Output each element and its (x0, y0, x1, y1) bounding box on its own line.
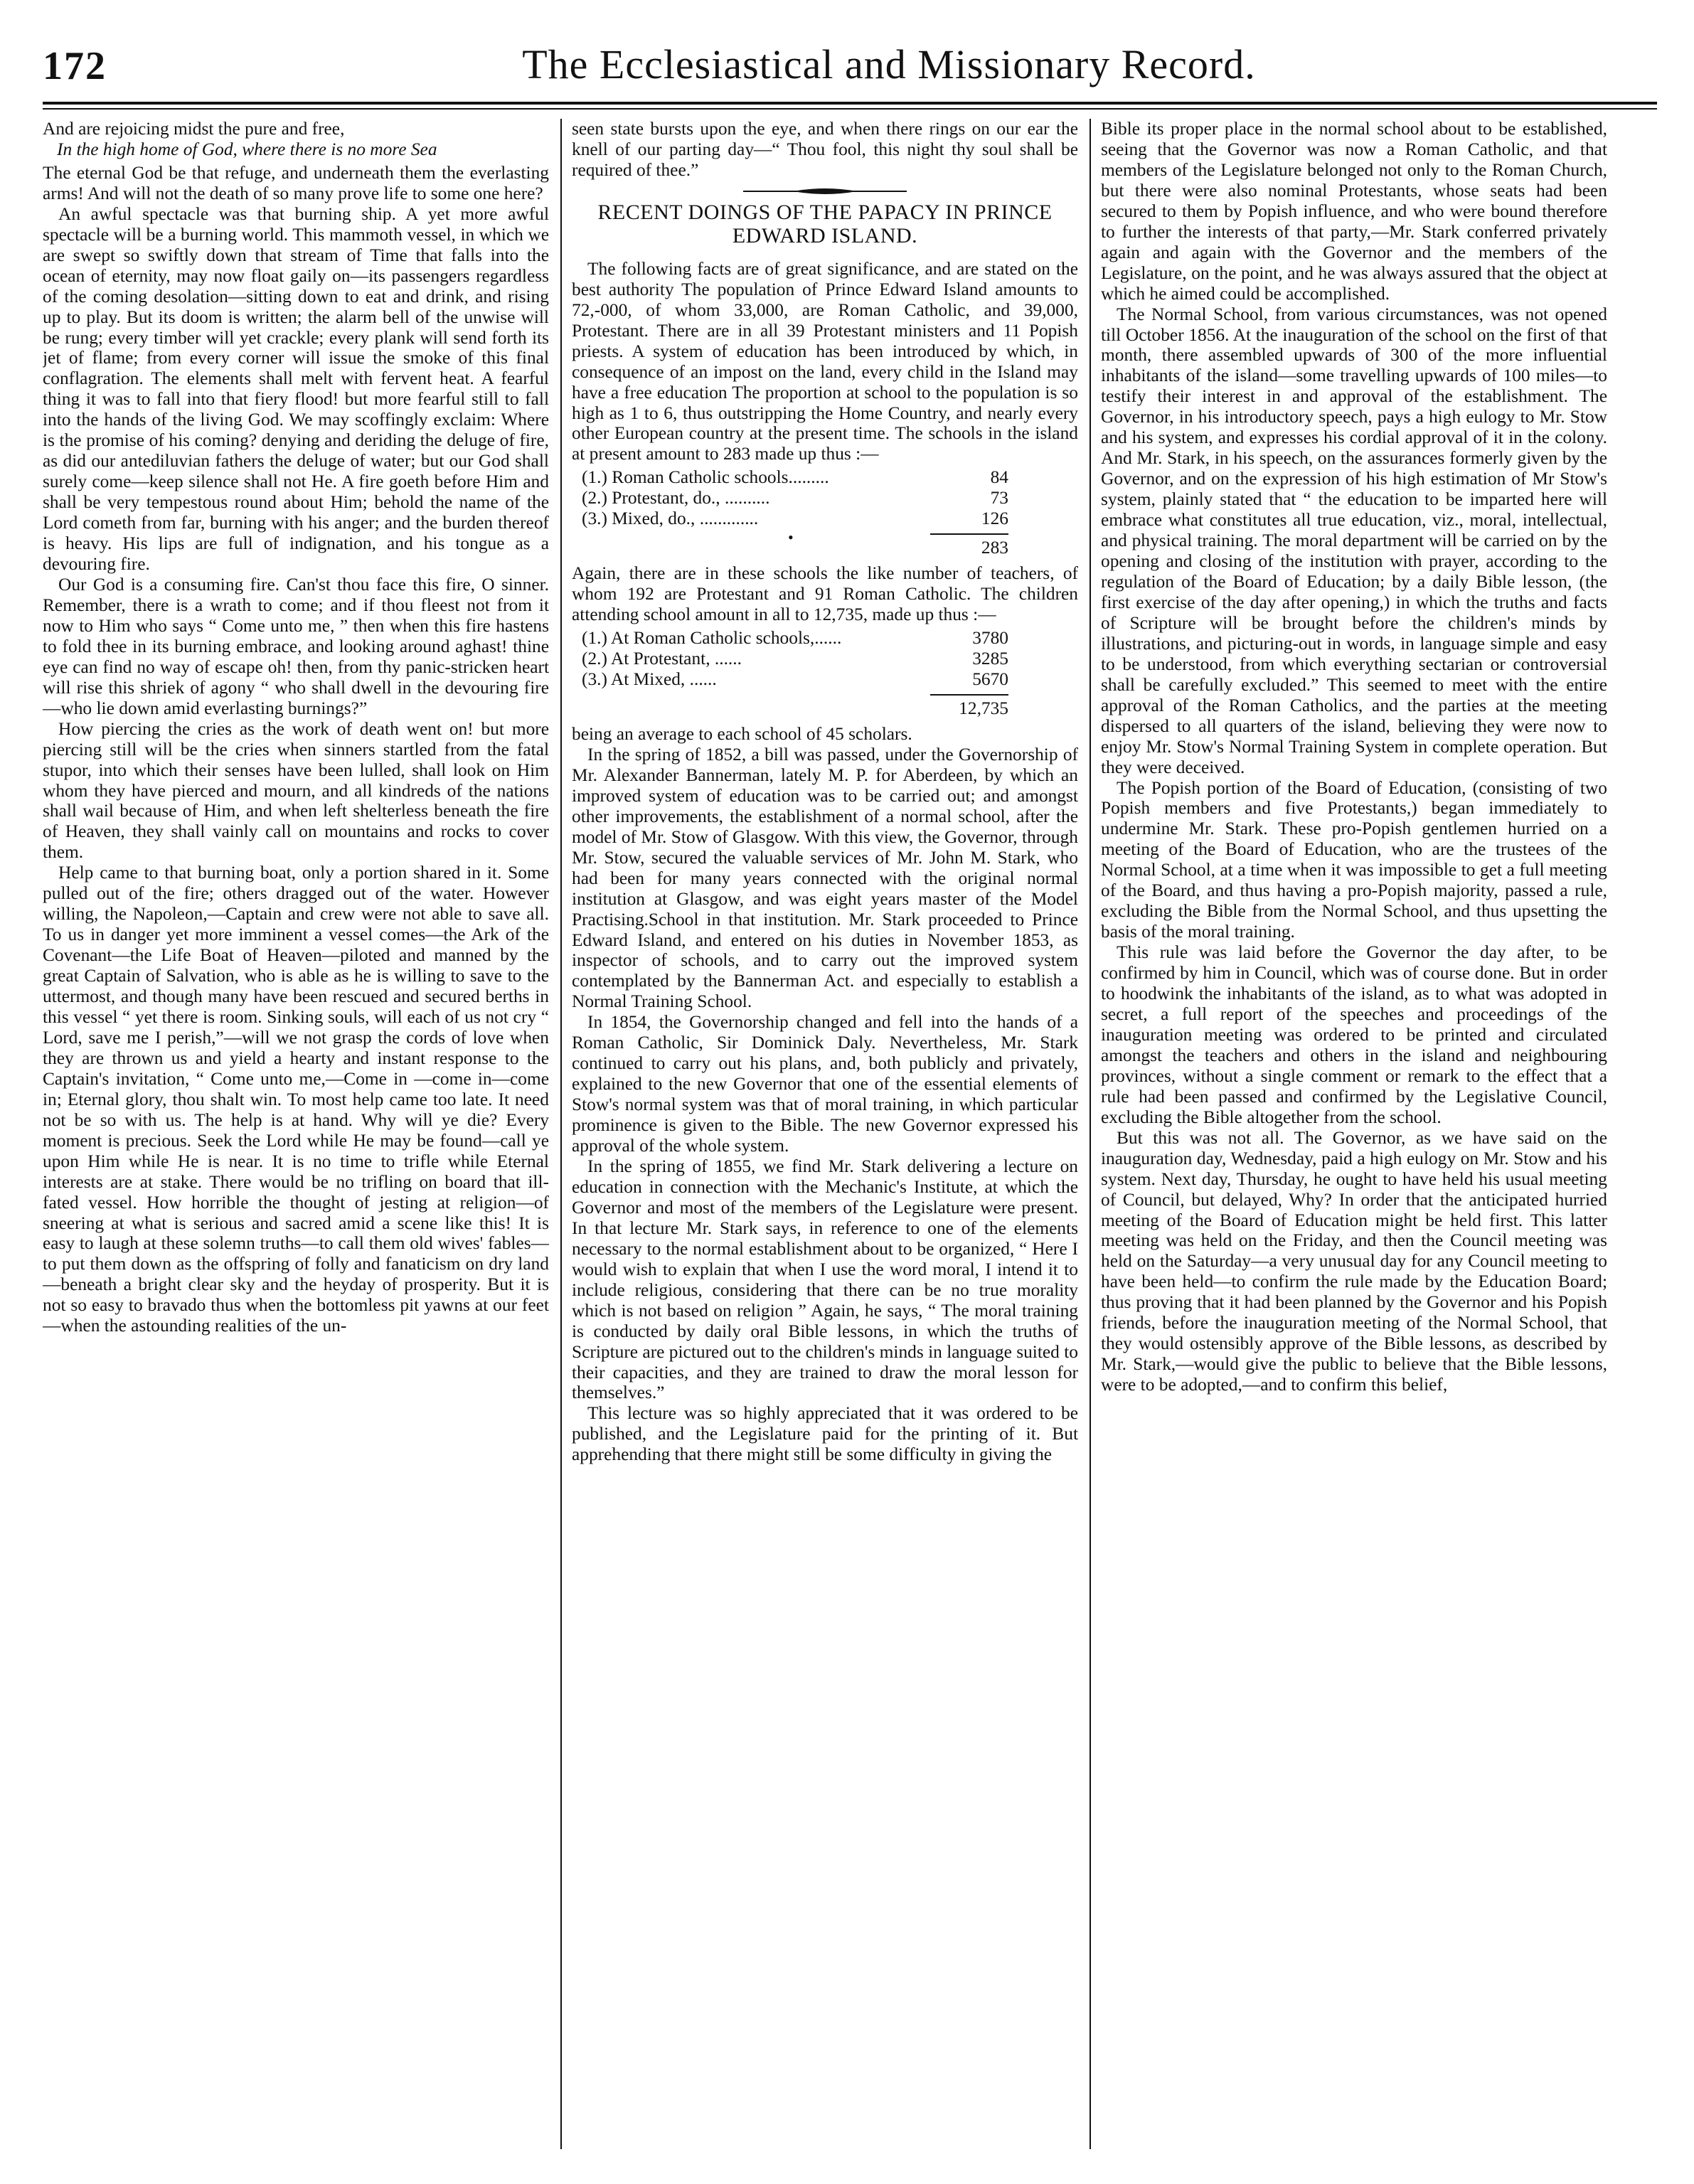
table-row (582, 508, 1008, 529)
table-cell-value: 126 (981, 508, 1008, 529)
children-table (582, 628, 1008, 690)
paragraph: The Popish portion of the Board of Education, (consisting of two Popish members and five Protestants,) began immediately to undermine Mr. Stark. These pro-Popish gentlemen hurried on a meeting of the Board of Education, who are the trustees of the Normal School, at a time when it was impossible to get a full meeting of the Board, and thus having a pro-Popish majority, passed a rule, excluding the Bible from the Normal School, and thus upsetting the basis of the moral training. (1101, 777, 1607, 942)
paragraph: In the spring of 1855, we find Mr. Stark delivering a lecture on education in connection with the Mechanic's Institute, at which the Governor and most of the members of the Legislature were present. In that lecture Mr. Stark says, in reference to one of the elements necessary to the normal establishment about to be organized, “ Here I would wish to explain that when I use the word moral, I intend it to include religious, considering that there can be no true morality which is not based on religion ” Again, he says, “ The moral training is conducted by daily oral Bible lessons, in which the truths of Scripture are pictured out to the children's minds in language suited to their capacities, and they are trained to draw the moral lesson for themselves.” (572, 1156, 1078, 1403)
table-cell-value: 73 (990, 488, 1008, 508)
paragraph: seen state bursts upon the eye, and when there rings on our ear the knell of our parting day—“ Thou fool, this night thy soul shall be required of thee.” (572, 119, 1078, 180)
sum-rule (930, 694, 1008, 696)
header-rule-thin (43, 108, 1657, 110)
section-divider-ornament (572, 186, 1078, 196)
table-row (582, 649, 1008, 669)
total-value: 283 (981, 538, 1008, 558)
paragraph: Again, there are in these schools the like number of teachers, of whom 192 are Protestant and 91 Roman Catholic. The children attending school amount in all to 12,735, made up thus :— (572, 563, 1078, 625)
column-divider (1090, 119, 1091, 2149)
page-header (43, 39, 1657, 107)
table-cell-value: 5670 (972, 669, 1008, 690)
sum-rule (930, 533, 1008, 535)
journal-title: The Ecclesiastical and Missionary Record. (522, 41, 1256, 87)
paragraph: In the spring of 1852, a bill was passed, under the Governorship of Mr. Alexander Bannerman, lately M. P. for Aberdeen, by which an improved system of education was to be carried out; and amongst other improvements, the establishment of a normal school, after the model of Mr. Stow of Glasgow. With this view, the Governor, through Mr. Stow, secured the valuable services of Mr. John M. Stark, who had been for many years connected with the original normal institution at Glasgow, and was eight years master of the Model Practising.School in that institution. Mr. Stark proceeded to Prince Edward Island, and entered on his duties in November 1853, as inspector of schools, and to carry out the improved system contemplated by the Bannerman Act. and especially to establish a Normal Training School. (572, 744, 1078, 1012)
paragraph: Our God is a consuming fire. Can'st thou face this fire, O sinner. Remember, there is a wrath to come; and if thou fleest not from it now to Him who says “ Come unto me, ” then when this fire hastens to fold thee in its burning embrace, and looking around aghast! thine eye can find no way of escape oh! then, from thy panic-stricken heart will rise this shriek of agony “ who shall dwell in the devouring fire—who lie down amid everlasting burnings?” (43, 574, 549, 718)
table-row (582, 628, 1008, 649)
table-cell-value: 3780 (972, 628, 1008, 649)
table-row (582, 488, 1008, 508)
header-rule-thick (43, 102, 1657, 105)
bullet-mark: • (788, 528, 794, 547)
table-cell-label: (1.) Roman Catholic schools......... (582, 467, 829, 488)
table-cell-label: (1.) At Roman Catholic schools,...... (582, 628, 842, 649)
paragraph: How piercing the cries as the work of death went on! but more piercing still will be the cries when sinners startled from the fatal stupor, into which their senses have been lulled, shall look on Him whom they have pierced and mourn, and all kindreds of the nations shall wail because of Him, and when left shelterless beneath the fire of Heaven, they shall vainly call on mountains and rocks to cover them. (43, 718, 549, 863)
column-2 (572, 119, 1078, 2153)
verse-line: And are rejoicing midst the pure and free, (43, 119, 345, 139)
section-title: RECENT DOINGS OF THE PAPACY IN PRINCE EDWARD ISLAND. (597, 200, 1053, 247)
table-cell-value: 3285 (972, 649, 1008, 669)
column-3 (1101, 119, 1607, 2153)
column-divider (560, 119, 562, 2149)
paragraph: Help came to that burning boat, only a portion shared in it. Some pulled out of the fire; others dragged out of the water. However willing, the Napoleon,—Captain and crew were not able to save all. To us in danger yet more imminent a vessel comes—the Ark of the Covenant—the Life Boat of Heaven—piloted and manned by the great Captain of Salvation, who is able as he is willing to save to the uttermost, and though many have been rescued and secured berths in this vessel “ yet there is room. Sinking souls, will each of us not cry “ Lord, save me I perish,”—will we not grasp the cords of love when they are thrown us and yield a hearty and instant response to the Captain's invitation, “ Come unto me,—Come in —come in—come in; Eternal glory, thou shalt win. To most help came too late. It need not be so with us. The help is at hand. Why will ye die? Every moment is precious. Seek the Lord while He may be found—call ye upon Him while He is near. It is no time to trifle while Eternal interests are at stake. There would be no trifling on board that ill-fated vessel. How horrible the thought of jesting at religion—of sneering at what is serious and sacred amid a scene like this! It is easy to laugh at these solemn truths—to call them old wives' fables—to put them down as the offspring of folly and fanaticism on dry land—beneath a bright clear sky and the heyday of prosperity. But it is not so easy to bravado thus when the bottomless pit yawns at our feet—when the astounding realities of the un- (43, 863, 549, 1336)
verse-line: In the high home of God, where there is no more Sea (57, 139, 437, 159)
table-cell-label: (2.) At Protestant, ...... (582, 649, 742, 669)
schools-table (582, 467, 1008, 529)
table-cell-label: (3.) At Mixed, ...... (582, 669, 717, 690)
journal-page (43, 39, 1657, 2158)
paragraph: The eternal God be that refuge, and underneath them the everlasting arms! And will not the death of so many prove life to some one here? (43, 162, 549, 203)
paragraph: Bible its proper place in the normal school about to be established, seeing that the Governor was now a Roman Catholic, and that members of the Legislature belonged not only to the Roman Church, but there were also nominal Protestants, whose seats had been secured to them by Popish influence, and who were bound therefore to further the interests of that party,—Mr. Stark conferred privately again and again with the Governor and the members of the Legislature, on the point, and he was always assured that the object at which he aimed could be accomplished. (1101, 119, 1607, 304)
paragraph: This lecture was so highly appreciated that it was ordered to be published, and the Legislature paid for the printing of it. But apprehending that there might still be some difficulty in giving the (572, 1403, 1078, 1465)
paragraph: The Normal School, from various circumstances, was not opened till October 1856. At the inauguration of the school on the first of that month, there assembled upwards of 300 of the more influential inhabitants of the island—some travelling upwards of 100 miles—to testify their interest in and approval of the establishment. The Governor, in his introductory speech, pays a high eulogy to Mr. Stow and his system, and expresses his cordial approval of it in the colony. And Mr. Stark, in his speech, on the assurances formerly given by the Governor, and on the expression of his high estimation of Mr Stow's system, plainly stated that “ the education to be imparted here will embrace what constitutes all true education, viz., moral, intellectual, and physical training. The moral department will be carried on by the opening and closing of the institution with prayer, according to the regulation of the Board of Education; by a daily Bible lesson, (the first exercise of the day after opening,) in which the truths and facts of Scripture will be brought before the children's minds by illustrations, and picturing-out in words, in language simple and easy to be understood, from which everything sectarian or controversial shall be carefully excluded.” This seemed to meet with the entire approval of the Roman Catholics, and the parties at the meeting dispersed to all quarters of the island, believing they were now to enjoy Mr. Stow's Normal Training System in complete operation. But they were deceived. (1101, 304, 1607, 777)
paragraph: In 1854, the Governorship changed and fell into the hands of a Roman Catholic, Sir Dominick Daly. Nevertheless, Mr. Stark continued to carry out his plans, and, both publicly and privately, explained to the new Governor that one of the essential elements of Stow's normal system was that of moral training, in which particular prominence is given to the Bible. The new Governor expressed his approval of the whole system. (572, 1012, 1078, 1156)
paragraph: This rule was laid before the Governor the day after, to be confirmed by him in Council, which was of course done. But in order to hoodwink the inhabitants of the island, as to what was adopted in secret, a full report of the speeches and proceedings of the inauguration meeting was ordered to be printed and circulated amongst the teachers and others in the island and neighbouring provinces, without a single comment or remark to the effect that a rule had been passed and confirmed by the Legislative Council, excluding the Bible altogether from the school. (1101, 942, 1607, 1127)
total-value: 12,735 (959, 698, 1008, 718)
verse-block (43, 119, 549, 160)
page-number: 172 (43, 44, 107, 88)
paragraph: An awful spectacle was that burning ship. A yet more awful spectacle will be a burning world. This mammoth vessel, in which we are swept so swiftly down that stream of Time that falls into the ocean of eternity, may now float gaily on—its passengers regardless of the coming desolation—sitting down to eat and drink, and rising up to play. But its doom is written; the alarm bell of the unwise will be rung; every timber will yet crackle; every plank will send forth its jet of flame; from every corner will issue the smoke of this final conflagration. The elements shall melt with fervent heat. A fearful thing it was to fall into that fiery flood! but more fearful still to fall into the hands of the living God. We may scoffingly exclaim: Where is the promise of his coming? denying and deriding the deluge of fire, as did our antediluvian fathers the deluge of water; but our God shall surely come—keep silence shall not He. A fire goeth before Him and shall be very tempestous round about Him; behold the name of the Lord cometh from far, burning with his anger; and the burden thereof is heavy. His lips are full of indignation, and his tongue as a devouring fire. (43, 203, 549, 575)
paragraph: The following facts are of great significance, and are stated on the best authority The population of Prince Edward Island amounts to 72,-000, of whom 33,000, are Roman Catholic, and 39,000, Protestant. There are in all 39 Protestant ministers and 11 Popish priests. A system of education has been introduced by which, in consequence of an impost on the land, every child in the Island may have a free education The proportion at school to the population is so high as 1 to 6, thus outstripping the Home Country, and nearly every other European country at the present time. The schools in the island at present amount to 283 made up thus :— (572, 258, 1078, 464)
table-total (582, 690, 1008, 724)
table-cell-value: 84 (990, 467, 1008, 488)
paragraph: being an average to each school of 45 scholars. (572, 723, 912, 744)
column-1 (43, 119, 549, 2153)
table-row (582, 669, 1008, 690)
table-total (582, 529, 1008, 563)
table-cell-label: (3.) Mixed, do., ............. (582, 508, 759, 529)
paragraph: But this was not all. The Governor, as we have said on the inauguration day, Wednesday, paid a high eulogy on Mr. Stow and his system. Next day, Thursday, he ought to have held his usual meeting of Council, but delayed, Why? In order that the anticipated hurried meeting of the Board of Education might be held first. This latter meeting was held on the Friday, and then the Council meeting was held on the Saturday—a very unusual day for any Council meeting to have been held—to confirm the rule made by the Education Board; thus proving that it had been planned by the Governor and his Popish friends, before the inauguration meeting of the Normal School, that they would ostensibly approve of the Bible lessons, as described by Mr. Stark,—would give the public to believe that the Bible lessons, were to be adopted,—and to confirm this belief, (1101, 1127, 1607, 1395)
table-row (582, 467, 1008, 488)
table-cell-label: (2.) Protestant, do., .......... (582, 488, 770, 508)
